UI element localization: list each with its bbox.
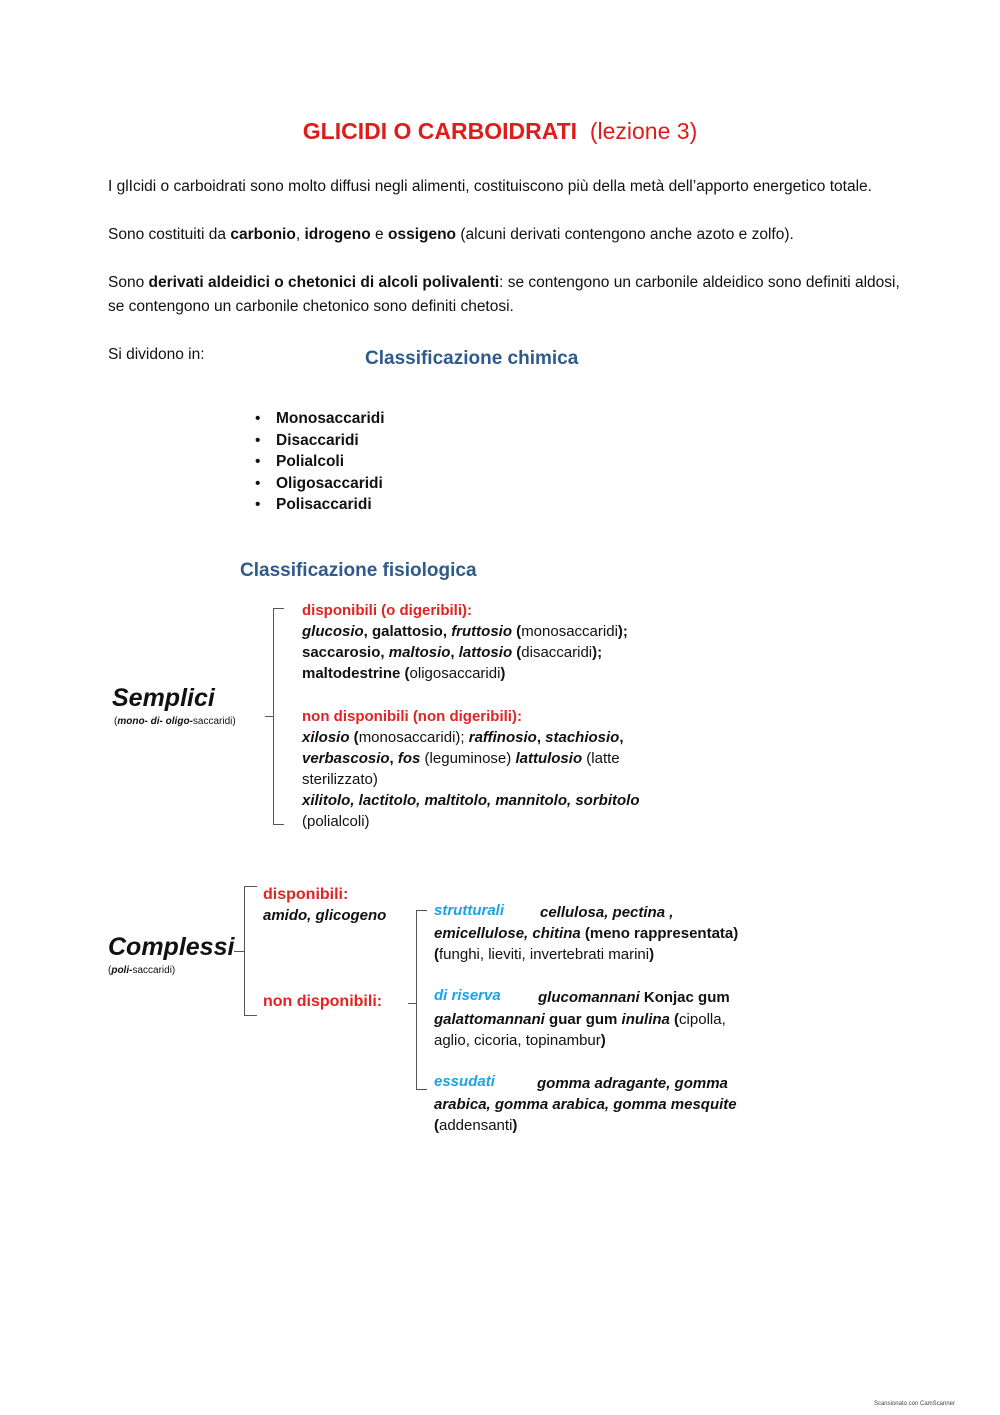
page-title — [0, 118, 1000, 145]
text: Konjac gum — [639, 989, 730, 1006]
text-line — [302, 663, 628, 684]
text: : se contengono un carbonile aldeidico sono definiti aldosi, se contengono un carbonile chetonico sono definiti chetosi. — [108, 274, 900, 315]
text-line — [434, 944, 738, 965]
text: ); — [592, 644, 603, 661]
text: ( — [108, 965, 112, 976]
text: addensanti — [439, 1117, 513, 1134]
semplici-label: Semplici — [112, 684, 215, 712]
text: monosaccaridi — [521, 623, 618, 640]
text: saccaridi) — [132, 965, 176, 976]
text-line: amido, glicogeno — [263, 907, 387, 924]
text: glucosio — [302, 623, 364, 640]
text-line: gomma adragante, gomma — [537, 1075, 728, 1092]
text: ) — [512, 1117, 518, 1134]
text: ( — [114, 716, 118, 727]
text-line: cellulosa, pectina , — [540, 904, 674, 921]
text-bold: mono- di- oligo- — [117, 716, 193, 727]
text: (leguminose) — [420, 750, 516, 767]
list-item: • Polisaccaridi — [255, 494, 385, 516]
text: ( — [512, 644, 522, 661]
complessi-disponibili — [263, 884, 386, 926]
list-item: • Monosaccaridi — [255, 408, 385, 430]
nondisp-connector — [408, 1003, 416, 1004]
text: (alcuni derivati contengono anche azoto e zolfo). — [456, 226, 794, 243]
text: raffinosio — [468, 729, 537, 746]
text-line — [434, 923, 738, 944]
semplici-brace — [273, 608, 284, 825]
text: ); — [617, 623, 628, 640]
intro-paragraph-1: I glIcidi o carboidrati sono molto diffusi negli alimenti, costituiscono più della metà dell’apporto energetico totale. — [108, 178, 872, 195]
complessi-nondisp-heading: non disponibili: — [263, 993, 383, 1010]
text: ( — [400, 665, 410, 682]
text-line — [434, 1030, 726, 1051]
title-main: GLICIDI O CARBOIDRATI — [302, 118, 578, 144]
text: (meno rappresentata) — [580, 925, 739, 942]
text: , — [619, 729, 624, 746]
text: emicellulose, chitina — [434, 925, 581, 942]
semplici-disp-heading: disponibili (o digeribili): — [302, 602, 472, 619]
text: maltosio — [388, 644, 451, 661]
strutturali-text — [434, 923, 738, 965]
complessi-sublabel — [108, 965, 175, 976]
chemical-list — [255, 408, 385, 516]
text: ( — [434, 1117, 439, 1134]
text: maltodestrine — [302, 665, 401, 682]
riserva-text — [434, 1009, 726, 1051]
text: ( — [349, 729, 359, 746]
text: lattulosio — [515, 750, 583, 767]
text: oligosaccaridi — [409, 665, 501, 682]
text-line: xilitolo, lactitolo, maltitolo, mannitolo, sorbitolo — [302, 792, 640, 809]
text: , — [380, 644, 389, 661]
text-line: sterilizzato) — [302, 771, 378, 788]
text-bold: derivati aldeidici o chetonici di alcoli polivalenti — [148, 274, 500, 291]
text: , — [295, 226, 305, 243]
complessi-brace — [244, 886, 257, 1016]
text-line — [302, 727, 640, 748]
text: , galattosio, — [363, 623, 452, 640]
essudati-text — [434, 1094, 737, 1136]
semplici-disponibili — [302, 600, 628, 684]
text-line: arabica, gomma arabica, gomma mesquite — [434, 1096, 737, 1113]
text: xilosio — [302, 729, 350, 746]
text: ( — [512, 623, 522, 640]
text-line — [302, 748, 640, 769]
text-bold: carbonio — [230, 226, 296, 243]
text: , — [536, 729, 546, 746]
chemical-heading: Classificazione chimica — [365, 348, 579, 369]
text: ) — [600, 1032, 606, 1049]
text: disaccaridi — [521, 644, 593, 661]
semplici-connector — [265, 716, 273, 717]
complessi-label: Complessi — [108, 933, 235, 961]
text: stachiosio — [545, 729, 620, 746]
intro-paragraph-3 — [108, 271, 908, 319]
text-line — [302, 621, 628, 642]
text-bold: poli- — [111, 965, 133, 976]
text-line — [434, 1115, 737, 1136]
semplici-non-disponibili — [302, 706, 640, 832]
text: saccarosio — [302, 644, 381, 661]
text-bold: idrogeno — [304, 226, 371, 243]
text: inulina — [621, 1011, 670, 1028]
text: ( — [434, 946, 439, 963]
complessi-connector — [234, 951, 244, 952]
intro-paragraph-2 — [108, 223, 908, 247]
semplici-nondisp-heading: non disponibili (non digeribili): — [302, 708, 522, 725]
text: monosaccaridi); — [358, 729, 469, 746]
list-item: • Polialcoli — [255, 451, 385, 473]
text: ) — [649, 946, 655, 963]
text: saccaridi) — [192, 716, 236, 727]
complessi-disp-heading: disponibili: — [263, 886, 349, 903]
text: guar gum — [544, 1011, 622, 1028]
text: aglio, cicoria, topinambur — [434, 1032, 601, 1049]
strutturali-label: strutturali — [434, 902, 505, 919]
essudati-label: essudati — [434, 1073, 495, 1090]
text: galattomannani — [434, 1011, 545, 1028]
text: fos — [397, 750, 421, 767]
text: cipolla, — [679, 1011, 726, 1028]
text: e — [370, 226, 388, 243]
text: , — [389, 750, 398, 767]
text: ( — [669, 1011, 680, 1028]
text: lattosio — [458, 644, 513, 661]
text: , — [450, 644, 459, 661]
text: glucomannani — [538, 989, 640, 1006]
riserva-label: di riserva — [434, 987, 501, 1004]
text: funghi, lieviti, invertebrati marini — [439, 946, 650, 963]
intro-paragraph-4: Si dividono in: — [108, 346, 205, 363]
list-item: • Oligosaccaridi — [255, 473, 385, 495]
physiological-heading: Classificazione fisiologica — [240, 560, 477, 581]
text-line — [434, 1009, 726, 1030]
title-sub: (lezione 3) — [589, 118, 698, 144]
text: verbascosio — [302, 750, 390, 767]
text: (latte — [582, 750, 620, 767]
list-item: • Disaccaridi — [255, 430, 385, 452]
scanner-footer: Scansionato con CamScanner — [873, 1401, 955, 1407]
text: Sono — [108, 274, 149, 291]
nondisp-brace — [416, 910, 427, 1090]
text: Sono costituiti da — [108, 226, 231, 243]
text-line: (polialcoli) — [302, 813, 370, 830]
text-bold: ossigeno — [387, 226, 457, 243]
semplici-sublabel — [114, 716, 236, 727]
text-line — [538, 987, 730, 1008]
text: ) — [500, 665, 506, 682]
text: fruttosio — [451, 623, 513, 640]
text-line — [302, 642, 628, 663]
